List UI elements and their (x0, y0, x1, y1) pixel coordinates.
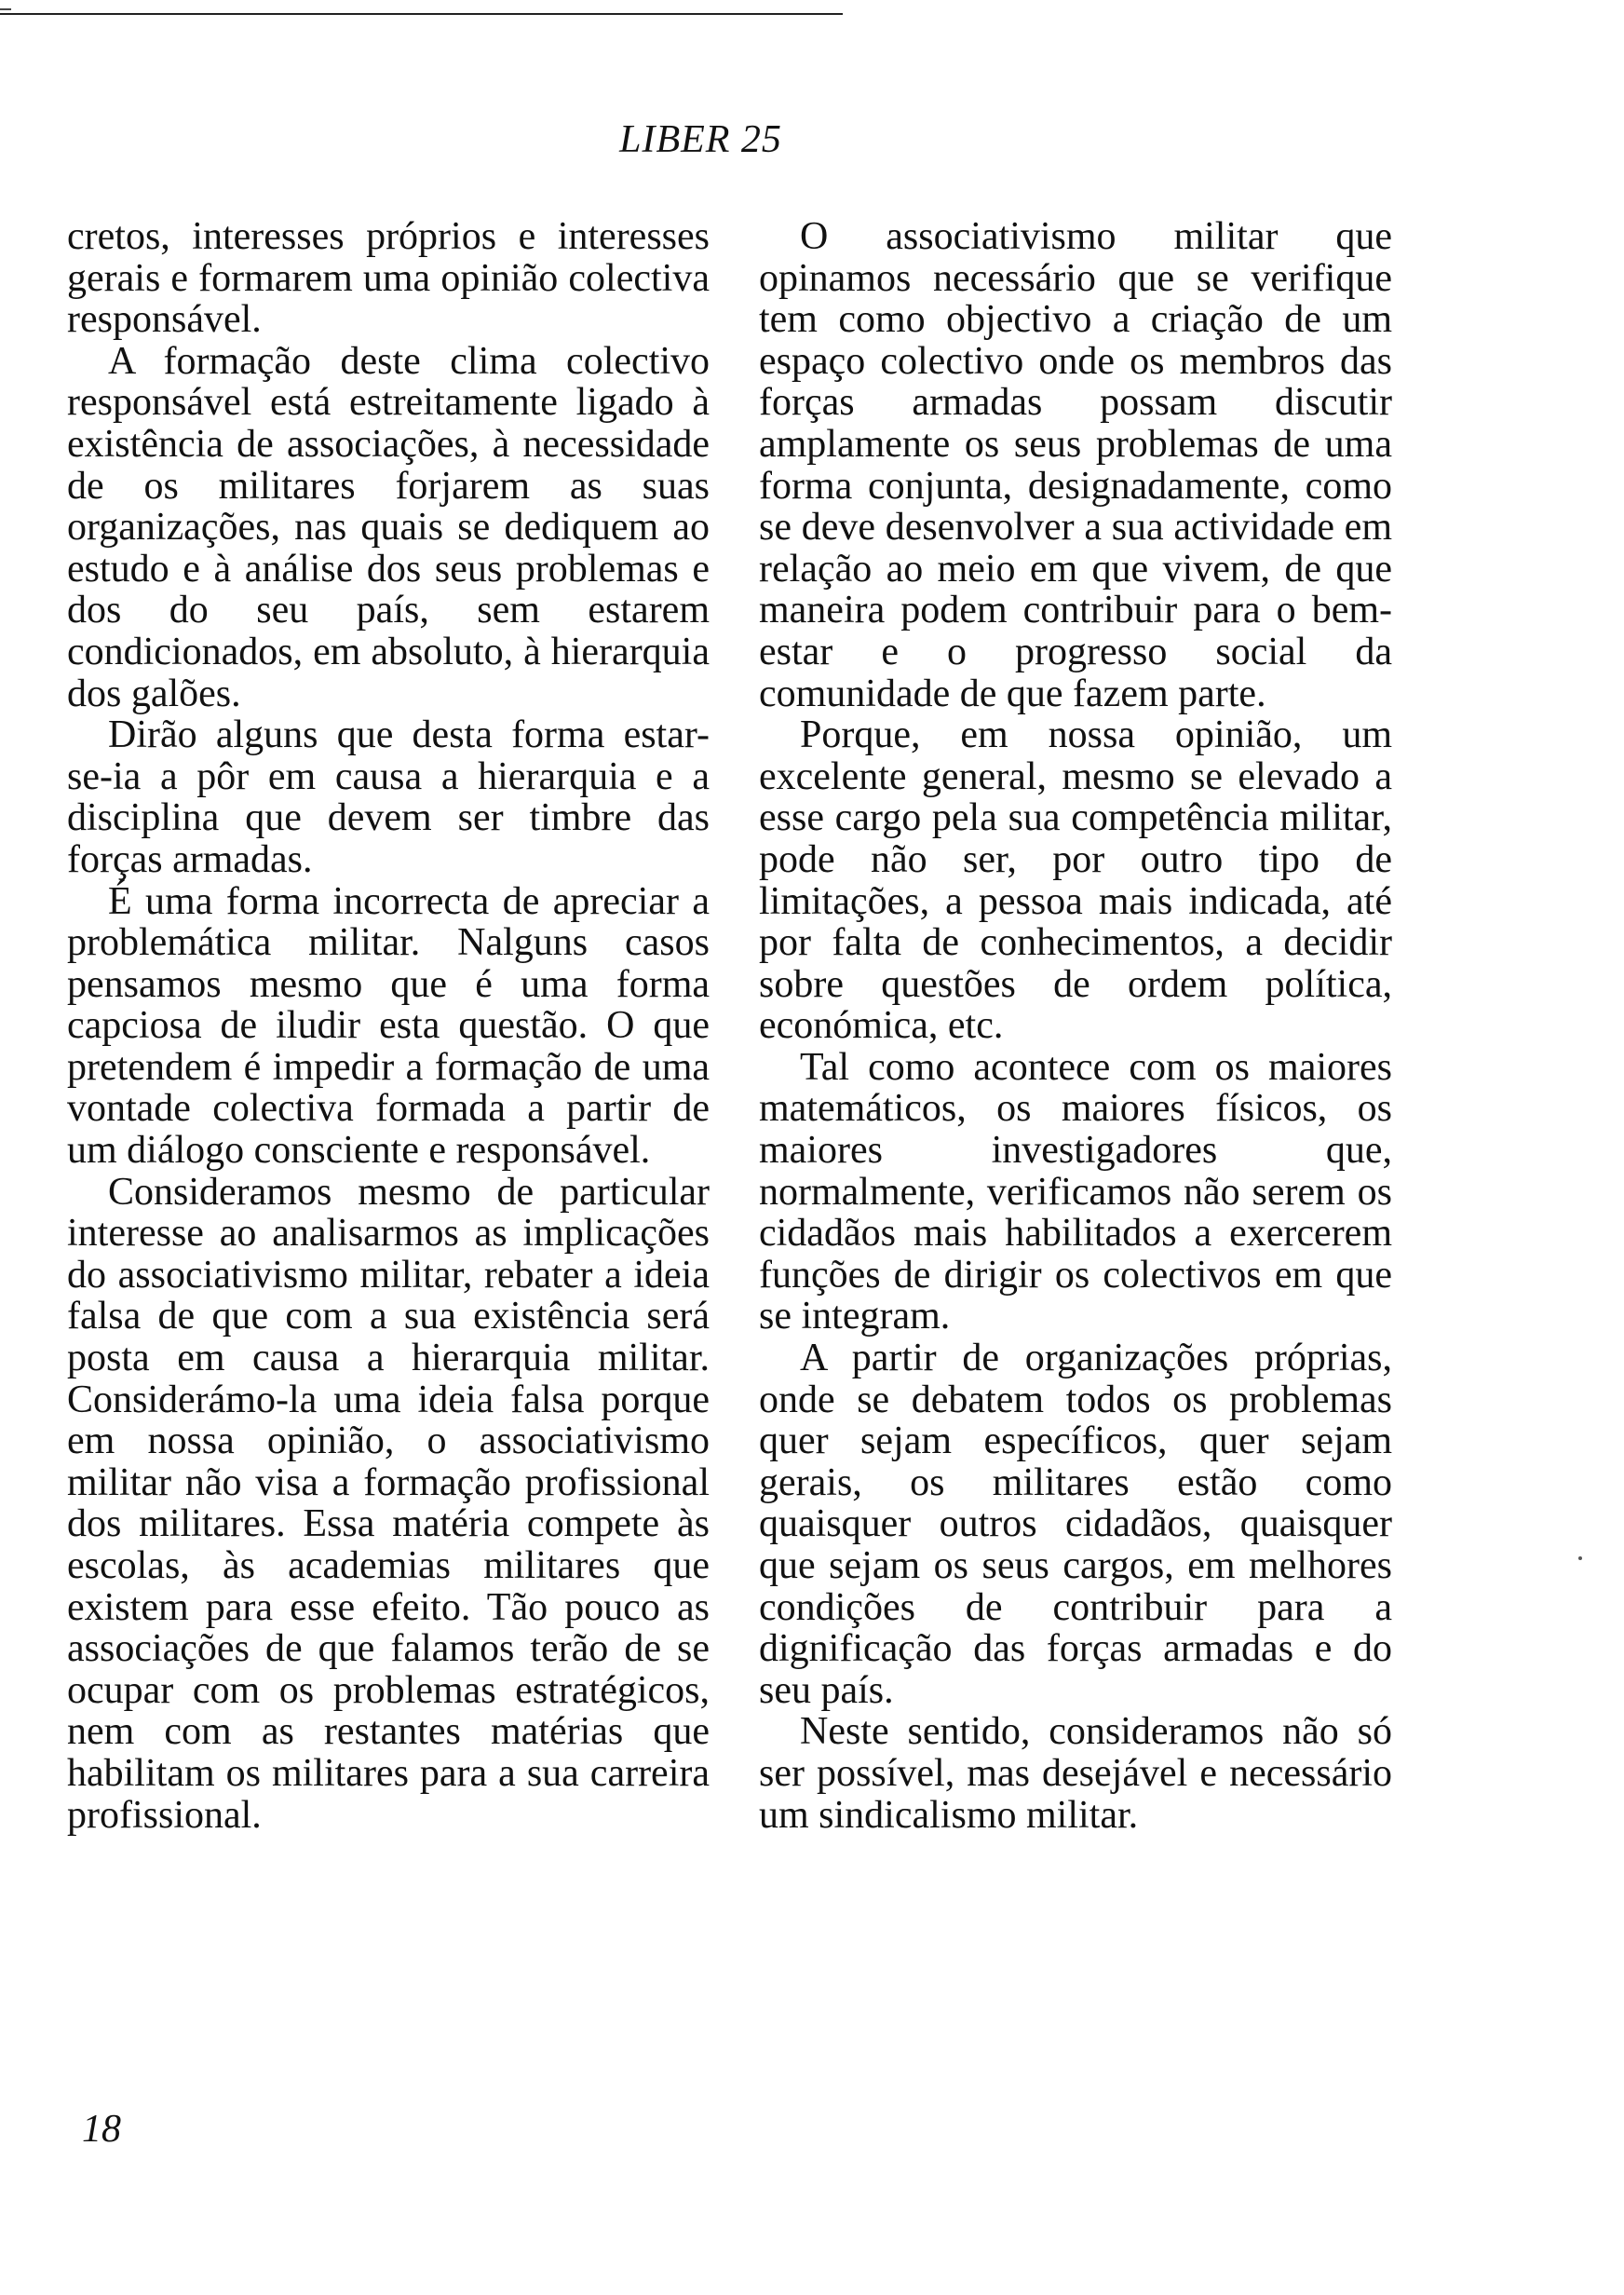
paragraph: A formação deste clima colectivo responsável está estreitamente ligado à existência de associações, à necessidade de os militares forjarem as suas organizações, nas quais se dediquem ao estudo e à análise dos seus problemas e dos do seu país, sem estarem condicionados, em absoluto, à hierarquia dos galões. (67, 339, 710, 715)
page-number: 18 (82, 2108, 121, 2151)
paragraph: Neste sentido, consideramos não só ser possível, mas desejável e necessário um sindicalismo militar. (759, 1710, 1392, 1837)
scan-speck (1578, 1556, 1582, 1560)
right-column (759, 216, 1392, 1836)
paragraph: O associativismo militar que opinamos necessário que se verifique tem como objectivo a criação de um espaço colectivo onde os membros das forças armadas possam discutir amplamente os seus problemas de uma forma conjunta, designadamente, como se deve desenvolver a sua actividade em relação ao meio em que vivem, de que maneira podem contribuir para o bem-estar e o progresso social da comunidade de que fazem parte. (759, 215, 1392, 715)
paragraph: Dirão alguns que desta forma estar-se-ia a pôr em causa a hierarquia e a disciplina que devem ser timbre das forças armadas. (67, 713, 710, 881)
paragraph: Tal como acontece com os maiores matemáticos, os maiores físicos, os maiores investigadores que, normalmente, verificamos não serem os cidadãos mais habilitados a exercerem funções de dirigir os colectivos em que se integram. (759, 1045, 1392, 1338)
paragraph: Porque, em nossa opinião, um excelente general, mesmo se elevado a esse cargo pela sua competência militar, pode não ser, por outro tipo de limitações, a pessoa mais indicada, até por falta de conhecimentos, a decidir sobre questões de ordem política, económica, etc. (759, 713, 1392, 1048)
running-head: LIBER 25 (619, 118, 782, 161)
top-rule-tail (0, 8, 11, 10)
paragraph: Consideramos mesmo de particular interesse ao analisarmos as implicações do associativismo militar, rebater a ideia falsa de que com a sua existência será posta em causa a hierarquia militar. Considerámo-la uma ideia falsa porque em nossa opinião, o associativismo militar não visa a formação profissional dos militares. Essa matéria compete às escolas, às academias militares que existem para esse efeito. Tão pouco as associações de que falamos terão de se ocupar com os problemas estratégicos, nem com as restantes matérias que habilitam os militares para a sua carreira profissional. (67, 1170, 710, 1837)
paragraph: A partir de organizações próprias, onde se debatem todos os problemas quer sejam específicos, quer sejam gerais, os militares estão como quaisquer outros cidadãos, quaisquer que sejam os seus cargos, em melhores condições de contribuir para a dignificação das forças armadas e do seu país. (759, 1337, 1392, 1712)
top-rule (0, 13, 843, 15)
paragraph: É uma forma incorrecta de apreciar a problemática militar. Nalguns casos pensamos mesmo que é uma forma capciosa de iludir esta questão. O que pretendem é impedir a formação de uma vontade colectiva formada a partir de um diálogo consciente e responsável. (67, 879, 710, 1173)
left-column (67, 216, 710, 1836)
paragraph: cretos, interesses próprios e interesses gerais e formarem uma opinião colectiva responsável. (67, 215, 710, 342)
